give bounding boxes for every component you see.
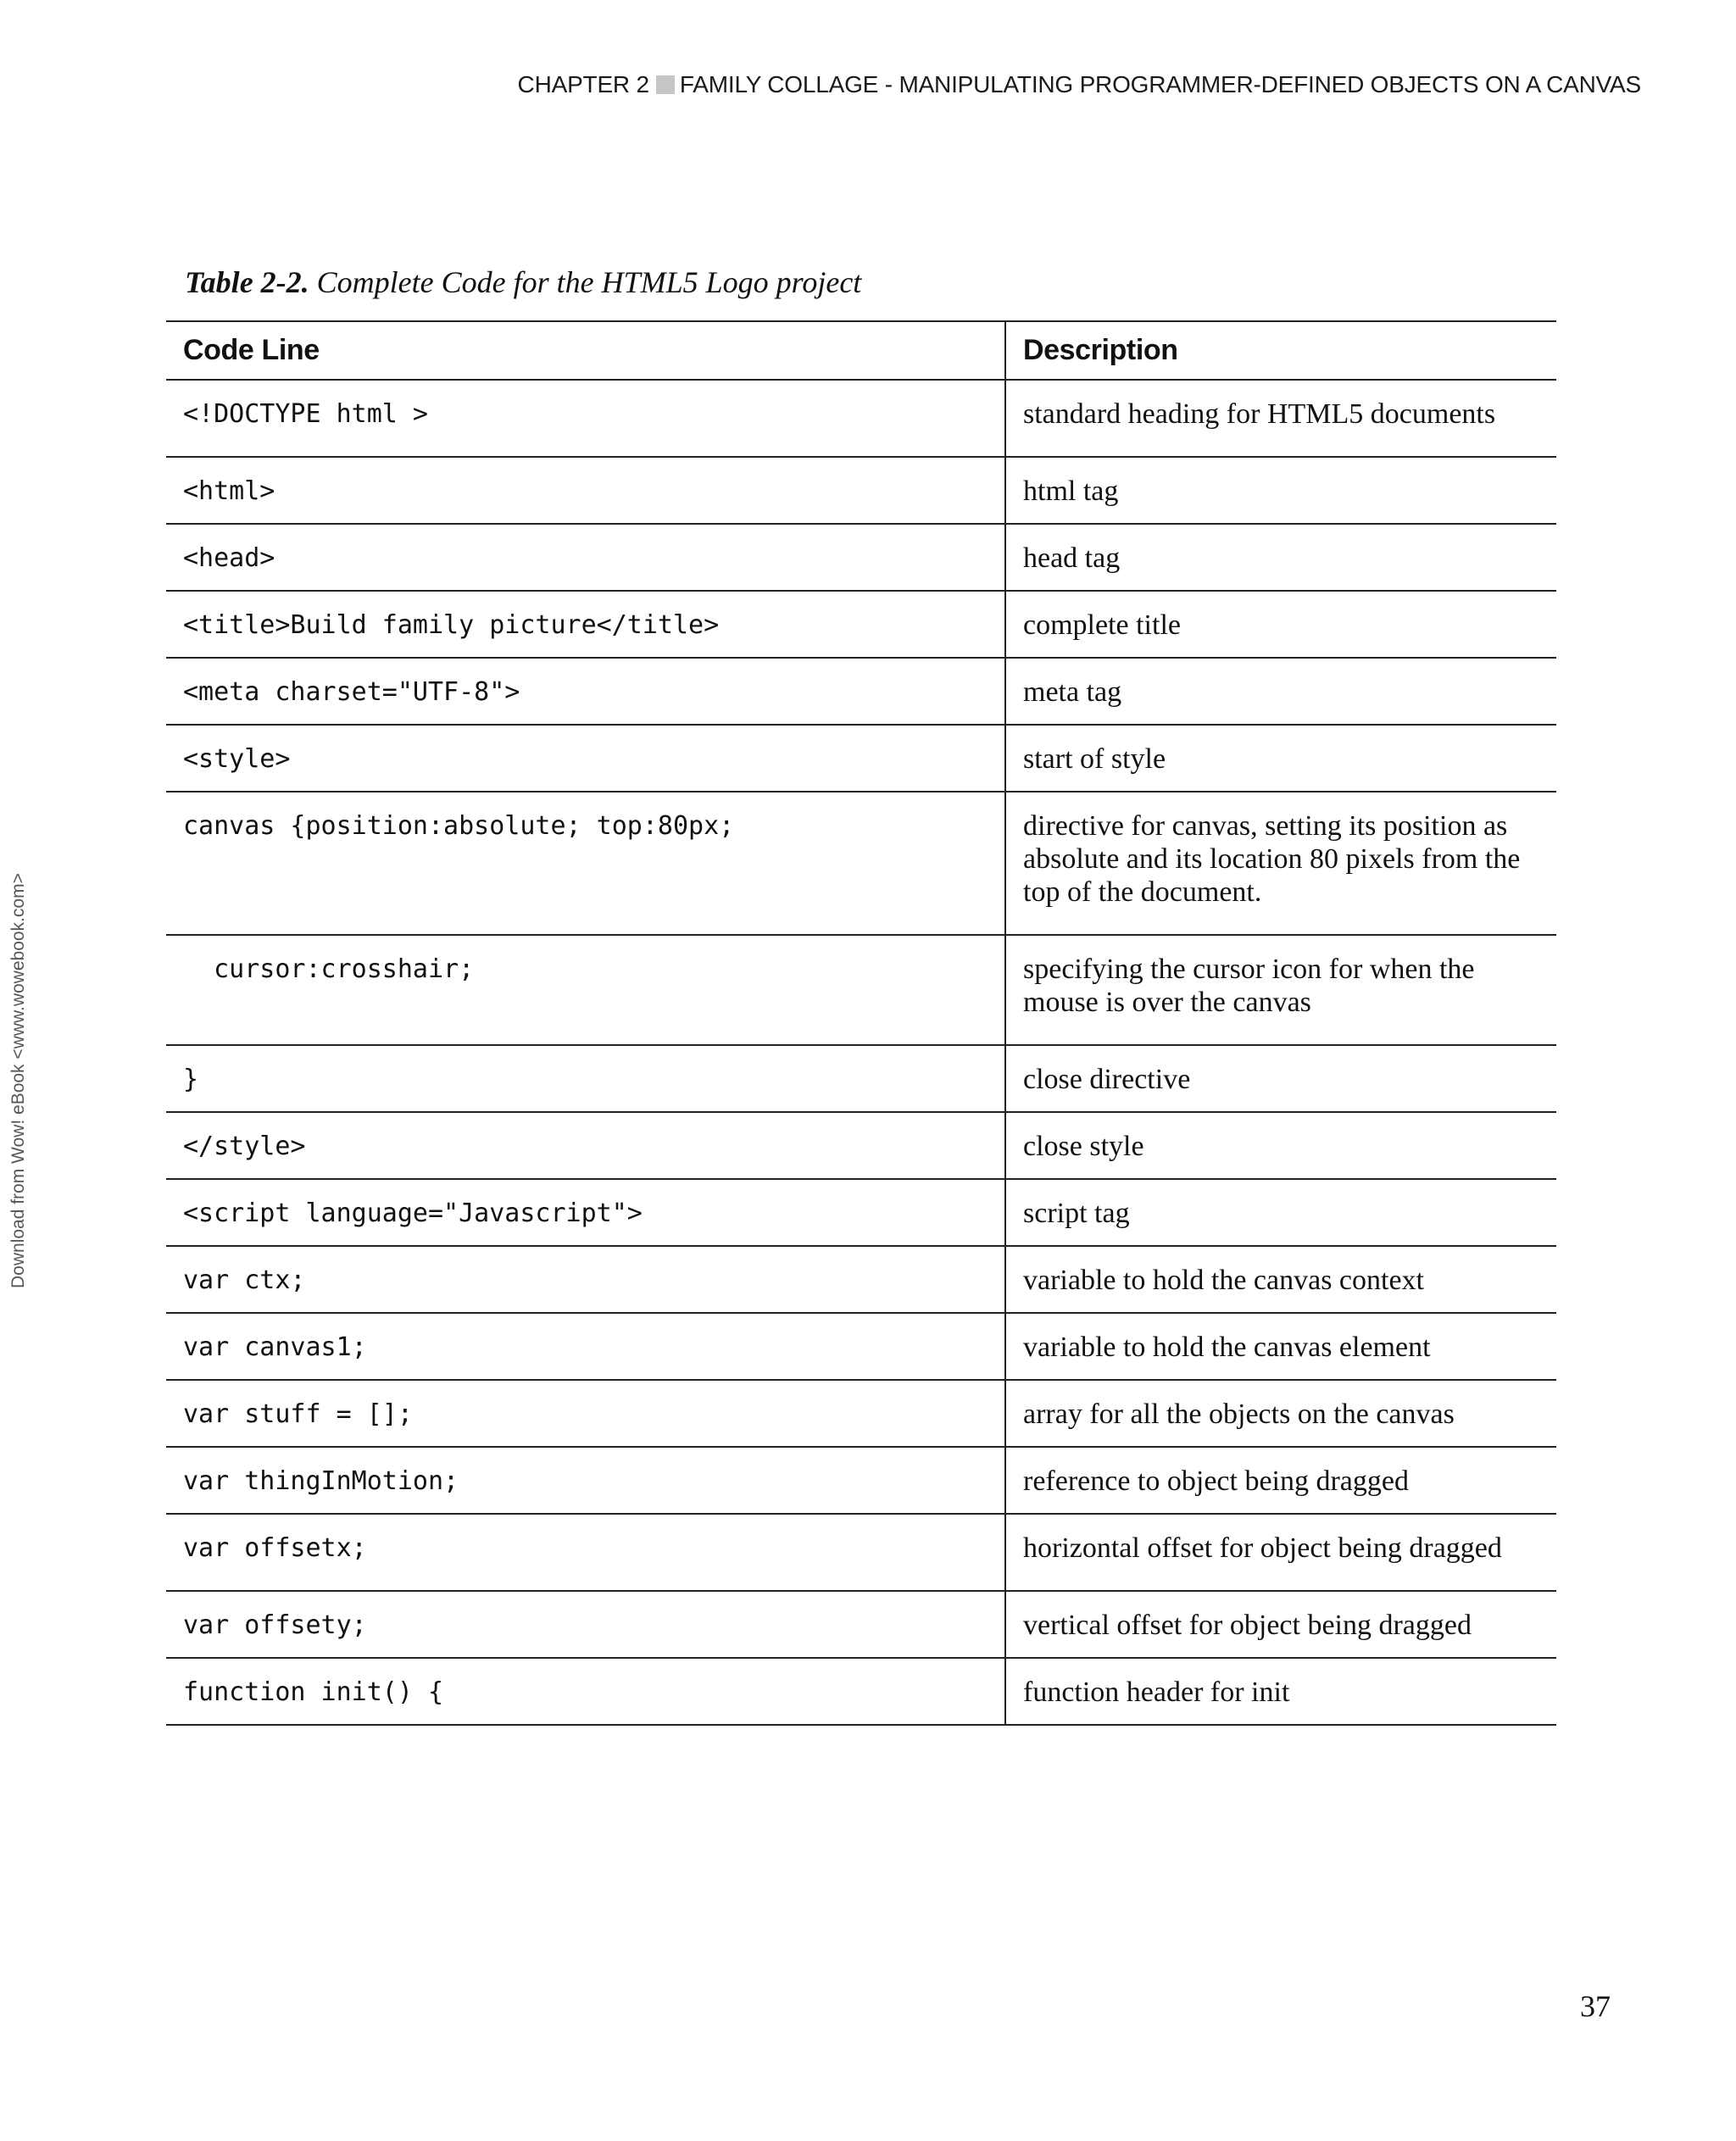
description-cell: vertical offset for object being dragged	[1005, 1591, 1556, 1658]
side-watermark-text: Download from Wow! eBook <www.wowebook.com>	[8, 873, 28, 1288]
code-cell: var ctx;	[166, 1246, 1005, 1313]
code-cell: var offsetx;	[166, 1514, 1005, 1591]
table-row	[166, 591, 1556, 658]
separator-square-icon	[656, 75, 675, 94]
code-cell: <style>	[166, 725, 1005, 792]
code-cell: canvas {position:absolute; top:80px;	[166, 792, 1005, 935]
table-caption-label: Table 2-2.	[185, 265, 309, 299]
code-cell: var offsety;	[166, 1591, 1005, 1658]
table-row	[166, 725, 1556, 792]
table-row	[166, 380, 1556, 457]
description-cell: close directive	[1005, 1045, 1556, 1112]
table-caption	[185, 264, 861, 300]
table-row	[166, 1313, 1556, 1380]
description-cell: variable to hold the canvas context	[1005, 1246, 1556, 1313]
table-row	[166, 457, 1556, 524]
table-caption-text: Complete Code for the HTML5 Logo project	[316, 265, 862, 299]
description-cell: head tag	[1005, 524, 1556, 591]
description-cell: specifying the cursor icon for when the mouse is over the canvas	[1005, 935, 1556, 1045]
code-cell: <html>	[166, 457, 1005, 524]
code-cell: }	[166, 1045, 1005, 1112]
description-cell: reference to object being dragged	[1005, 1447, 1556, 1514]
table-header-row	[166, 321, 1556, 380]
table-row	[166, 1658, 1556, 1725]
description-cell: variable to hold the canvas element	[1005, 1313, 1556, 1380]
code-cell: var canvas1;	[166, 1313, 1005, 1380]
description-cell: directive for canvas, setting its position as absolute and its location 80 pixels from the top of the document.	[1005, 792, 1556, 935]
code-cell: <meta charset="UTF-8">	[166, 658, 1005, 725]
description-cell: complete title	[1005, 591, 1556, 658]
description-cell: start of style	[1005, 725, 1556, 792]
description-cell: standard heading for HTML5 documents	[1005, 380, 1556, 457]
table-row	[166, 1112, 1556, 1179]
code-cell: <title>Build family picture</title>	[166, 591, 1005, 658]
page-number: 37	[1580, 1989, 1611, 2023]
table-row	[166, 1447, 1556, 1514]
table-row	[166, 524, 1556, 591]
description-cell: script tag	[1005, 1179, 1556, 1246]
description-cell: function header for init	[1005, 1658, 1556, 1725]
table-row	[166, 1246, 1556, 1313]
description-cell: html tag	[1005, 457, 1556, 524]
table-row	[166, 1591, 1556, 1658]
code-cell: var stuff = [];	[166, 1380, 1005, 1447]
description-cell: meta tag	[1005, 658, 1556, 725]
table-row	[166, 1380, 1556, 1447]
code-cell: cursor:crosshair;	[166, 935, 1005, 1045]
column-header-description: Description	[1005, 321, 1556, 380]
side-watermark	[8, 873, 28, 1289]
code-cell: <!DOCTYPE html >	[166, 380, 1005, 457]
table-row	[166, 1514, 1556, 1591]
running-head	[518, 71, 1641, 98]
code-cell: </style>	[166, 1112, 1005, 1179]
chapter-label: CHAPTER 2	[517, 71, 649, 97]
table-row	[166, 658, 1556, 725]
table-row	[166, 792, 1556, 935]
table-row	[166, 935, 1556, 1045]
table-row	[166, 1179, 1556, 1246]
table-row	[166, 1045, 1556, 1112]
code-table	[166, 320, 1556, 1726]
description-cell: array for all the objects on the canvas	[1005, 1380, 1556, 1447]
code-cell: function init() {	[166, 1658, 1005, 1725]
code-cell: <head>	[166, 524, 1005, 591]
code-cell: var thingInMotion;	[166, 1447, 1005, 1514]
column-header-code-line: Code Line	[166, 321, 1005, 380]
description-cell: horizontal offset for object being dragged	[1005, 1514, 1556, 1591]
description-cell: close style	[1005, 1112, 1556, 1179]
chapter-title: FAMILY COLLAGE - MANIPULATING PROGRAMMER-DEFINED OBJECTS ON A CANVAS	[679, 71, 1641, 97]
code-cell: <script language="Javascript">	[166, 1179, 1005, 1246]
